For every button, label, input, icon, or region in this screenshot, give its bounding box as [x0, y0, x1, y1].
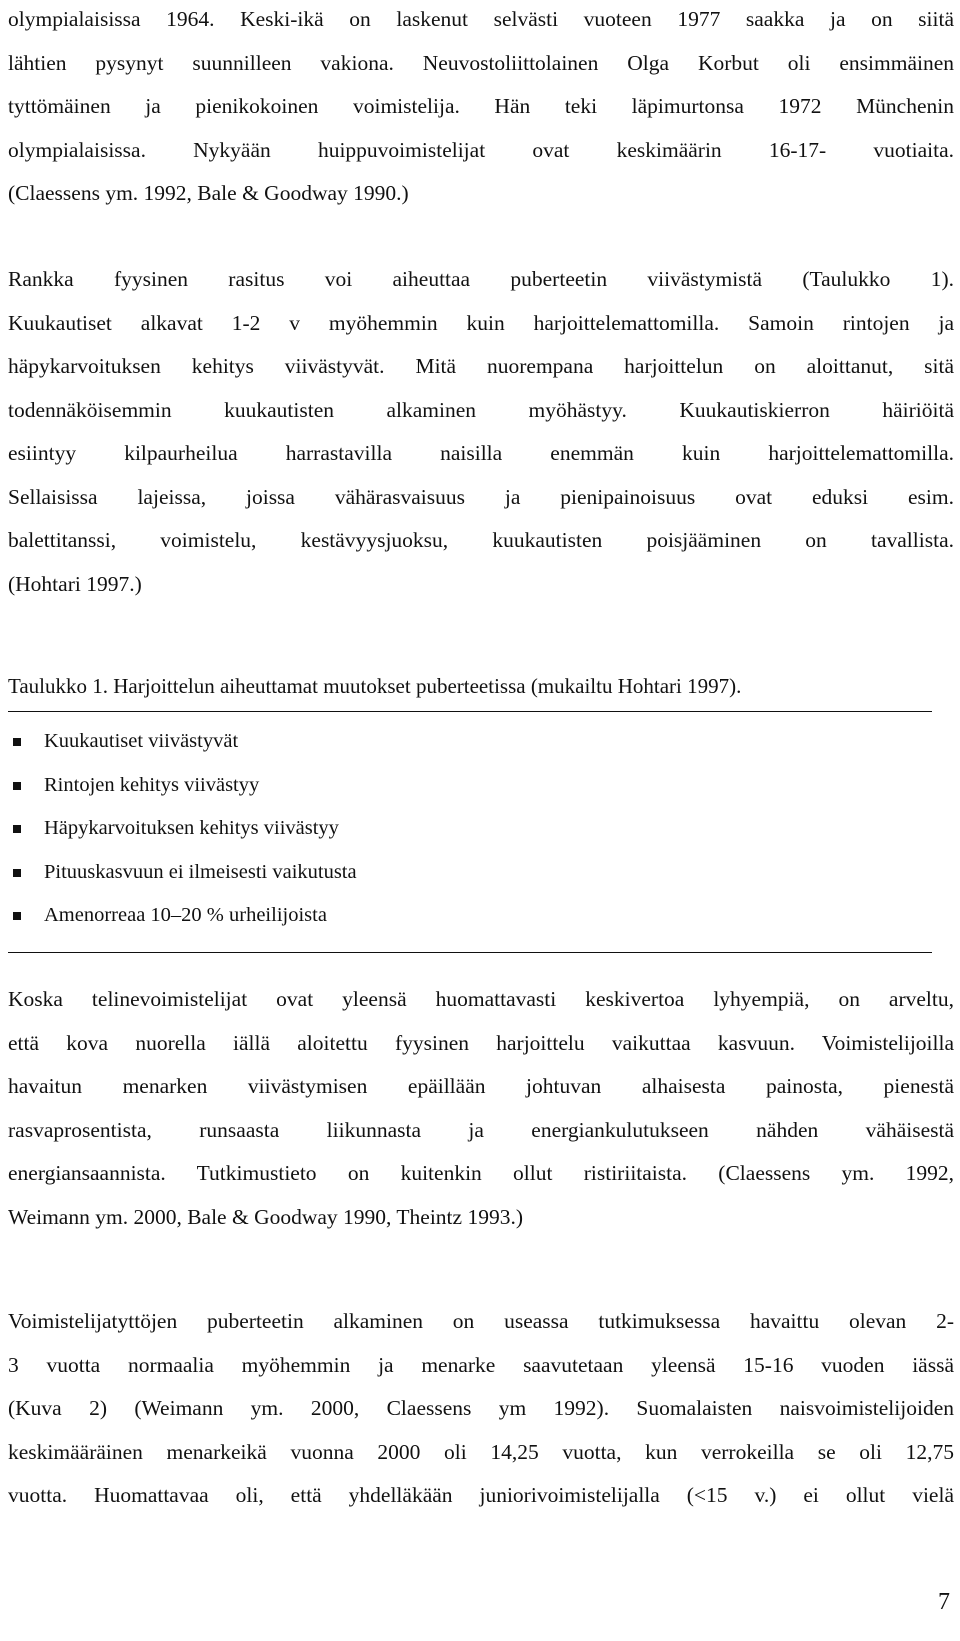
text-line: (Claessens ym. 1992, Bale & Goodway 1990.): [8, 181, 409, 205]
list-item: [8, 773, 928, 817]
text-line: häpykarvoituksen kehitys viivästyvät. Mitä nuorempana harjoittelun on aloittanut, sitä: [8, 354, 954, 378]
text-line: että kova nuorella iällä aloitettu fyysinen harjoittelu vaikuttaa kasvuun. Voimistelijoilla: [8, 1030, 954, 1055]
text-line: rasvaprosentista, runsaasta liikunnasta ja energiankulutukseen nähden vähäisestä: [8, 1117, 954, 1142]
list-item-text: Häpykarvoituksen kehitys viivästyy: [44, 817, 339, 839]
paragraph-puberty-delay: [8, 258, 954, 606]
square-bullet-icon: [13, 912, 21, 920]
text-line: olympialaisissa. Nykyään huippuvoimistelijat ovat keskimäärin 16-17- vuotiaita.: [8, 137, 954, 162]
list-item-text: Kuukautiset viivästyvät: [44, 730, 239, 752]
paragraph-menarche-age: [8, 1300, 954, 1518]
text-line: esiintyy kilpaurheilua harrastavilla naisilla enemmän kuin harjoittelemattomilla.: [8, 441, 954, 465]
list-item: [8, 903, 928, 947]
text-line: balettitanssi, voimistelu, kestävyysjuoksu, kuukautisten poisjääminen on tavallista.: [8, 528, 954, 552]
text-line: Koska telinevoimistelijat ovat yleensä huomattavasti keskivertoa lyhyempiä, on arveltu,: [8, 987, 954, 1011]
text-line: keskimääräinen menarkeikä vuonna 2000 oli 14,25 vuotta, kun verrokeilla se oli 12,75: [8, 1439, 954, 1464]
table-bullet-list: [8, 729, 928, 947]
table-top-rule: [8, 711, 932, 712]
paragraph-gymnast-age: [8, 0, 954, 216]
text-line: Kuukautiset alkavat 1-2 v myöhemmin kuin harjoittelemattomilla. Samoin rintojen ja: [8, 310, 954, 335]
square-bullet-icon: [13, 738, 21, 746]
square-bullet-icon: [13, 782, 21, 790]
table-caption: Taulukko 1. Harjoittelun aiheuttamat muutokset puberteetissa (mukailtu Hohtari 1997).: [8, 674, 742, 698]
text-line: havaitun menarken viivästymisen epäillään johtuvan alhaisesta painosta, pienestä: [8, 1074, 954, 1098]
text-line: todennäköisemmin kuukautisten alkaminen myöhästyy. Kuukautiskierron häiriöitä: [8, 397, 954, 422]
paragraph-growth-effect: [8, 978, 954, 1239]
list-item: [8, 729, 928, 773]
page-number: 7: [938, 1589, 950, 1615]
list-item: [8, 860, 928, 904]
list-item: [8, 816, 928, 860]
list-item-text: Pituuskasvuun ei ilmeisesti vaikutusta: [44, 860, 357, 883]
text-line: lähtien pysynyt suunnilleen vakiona. Neuvostoliittolainen Olga Korbut oli ensimmäinen: [8, 50, 954, 75]
square-bullet-icon: [13, 825, 21, 833]
list-item-text: Amenorreaa 10–20 % urheilijoista: [44, 904, 327, 926]
text-line: vuotta. Huomattavaa oli, että yhdelläkään juniorivoimistelijalla (<15 v.) ei ollut vielä: [8, 1483, 954, 1507]
text-line: Sellaisissa lajeissa, joissa vähärasvaisuus ja pienipainoisuus ovat eduksi esim.: [8, 484, 954, 509]
text-line: Rankka fyysinen rasitus voi aiheuttaa puberteetin viivästymistä (Taulukko 1).: [8, 267, 954, 291]
text-line: 3 vuotta normaalia myöhemmin ja menarke saavutetaan yleensä 15-16 vuoden iässä: [8, 1352, 954, 1377]
text-line: tyttömäinen ja pienikokoinen voimistelija. Hän teki läpimurtonsa 1972 Münchenin: [8, 94, 954, 118]
text-line: olympialaisissa 1964. Keski-ikä on laskenut selvästi vuoteen 1977 saakka ja on siitä: [8, 7, 954, 31]
text-line: (Kuva 2) (Weimann ym. 2000, Claessens ym 1992). Suomalaisten naisvoimistelijoiden: [8, 1396, 954, 1420]
text-line: Voimistelijatyttöjen puberteetin alkaminen on useassa tutkimuksessa havaittu olevan 2-: [8, 1309, 954, 1333]
table-bottom-rule: [8, 952, 932, 953]
text-line: energiansaannista. Tutkimustieto on kuitenkin ollut ristiriitaista. (Claessens ym. 1992,: [8, 1161, 954, 1185]
list-item-text: Rintojen kehitys viivästyy: [44, 773, 260, 796]
text-line: Weimann ym. 2000, Bale & Goodway 1990, Theintz 1993.): [8, 1204, 523, 1229]
text-line: (Hohtari 1997.): [8, 571, 142, 596]
square-bullet-icon: [13, 869, 21, 877]
